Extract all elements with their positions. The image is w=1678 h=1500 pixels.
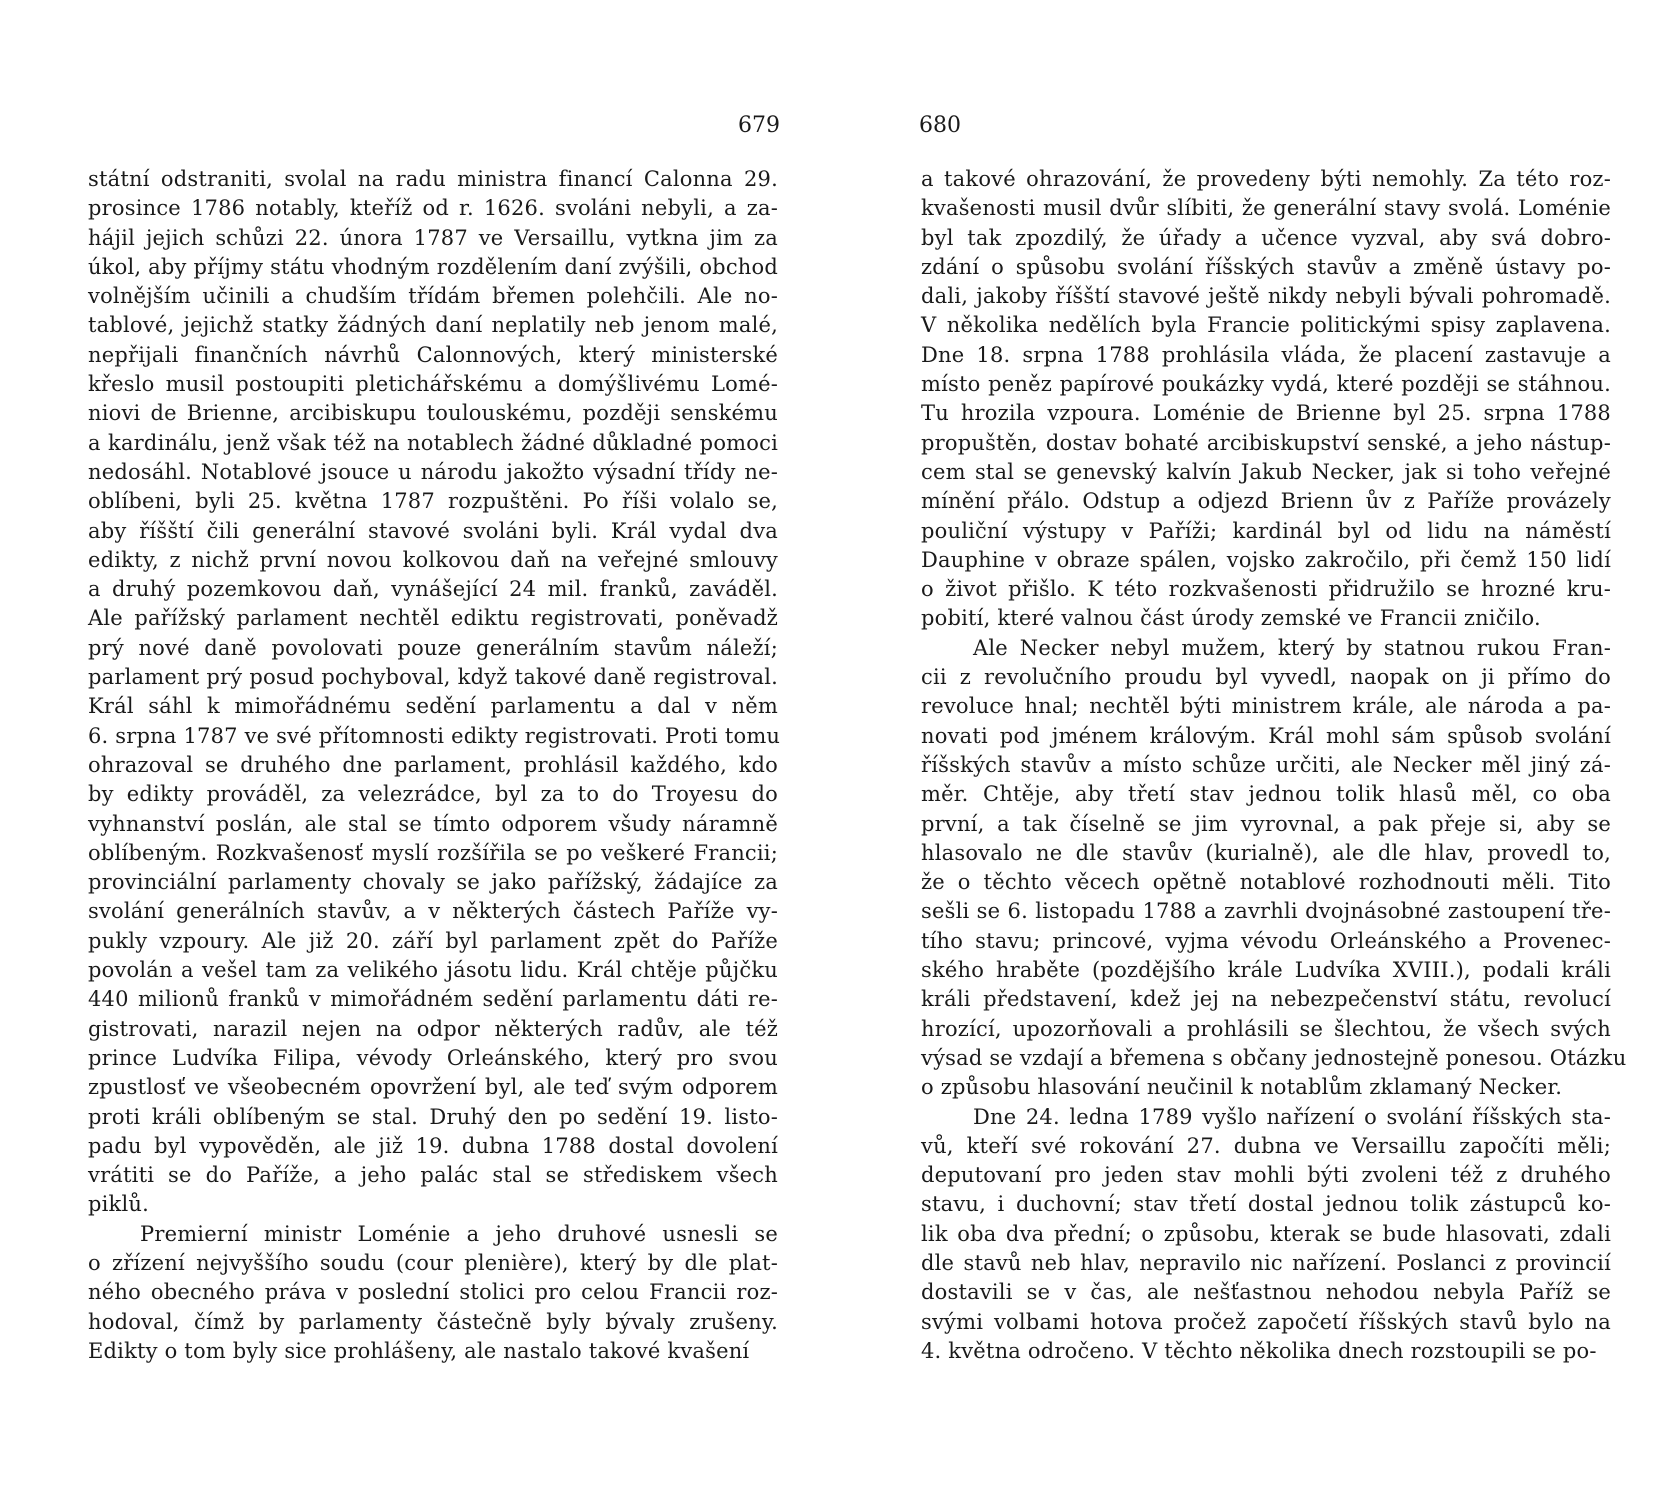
text-line: Dauphine v obraze spálen, vojsko zakročilo, při čemž 150 lidí (921, 547, 1611, 572)
text-line: volnějším učinili a chudším třídám břemen polehčili. Ale no- (88, 284, 778, 309)
text-line: stavu, i duchovní; stav třetí dostal jednou tolik zástupců ko- (921, 1192, 1611, 1217)
text-line: Dne 24. ledna 1789 vyšlo nařízení o svolání říšských sta- (973, 1104, 1611, 1129)
text-line: oblíbeni, byli 25. května 1787 rozpuštěni. Po říši volalo se, (88, 489, 778, 514)
text-line: 6. srpna 1787 ve své přítomnosti edikty registrovati. Proti tomu (88, 723, 781, 748)
text-line: Premierní ministr Loménie a jeho druhové usnesli se (140, 1221, 778, 1246)
text-line: výsad se vzdají a břemena s občany jednostejně ponesou. Otázku (921, 1045, 1627, 1070)
text-line: úkol, aby příjmy státu vhodným rozdělením daní zvýšili, obchod (88, 254, 778, 279)
page-number-right: 680 (919, 113, 961, 138)
text-line: místo peněz papírové poukázky vydá, které později se stáhnou. (921, 372, 1611, 397)
text-line: pukly vzpoury. Ale již 20. září byl parlament zpět do Paříže (88, 928, 778, 953)
text-line: první, a tak číselně se jim vyrovnal, a pak přeje si, aby se (921, 811, 1611, 836)
text-line: o život přišlo. K této rozkvašenosti přidružilo se hrozné kru- (921, 577, 1611, 602)
text-line: pobití, které valnou část úrody zemské ve Francii zničilo. (921, 606, 1541, 631)
text-line: ného obecného práva v poslední stolici pro celou Francii roz- (88, 1280, 778, 1305)
text-line: aby říšští čili generální stavové svoláni byli. Král vydal dva (88, 518, 778, 543)
text-line: hájil jejich schůzi 22. února 1787 ve Versaillu, vytkna jim za (88, 225, 778, 250)
text-line: zpustlosť ve všeobecném opovržení byl, ale teď svým odporem (88, 1075, 778, 1100)
text-line: a druhý pozemkovou daň, vynášející 24 mil. franků, zaváděl. (88, 577, 778, 602)
text-line: ohrazoval se druhého dne parlament, prohlásil každého, kdo (88, 752, 778, 777)
text-line: kvašenosti musil dvůr slíbiti, že generální stavy svolá. Loménie (921, 196, 1611, 221)
text-line: Dne 18. srpna 1788 prohlásila vláda, že placení zastavuje a (921, 342, 1611, 367)
text-line: svolání generálních stavův, a v některých částech Paříže vy- (88, 899, 778, 924)
text-line: parlament prý posud pochyboval, když takové daně registroval. (88, 665, 778, 690)
page-number-left: 679 (738, 113, 780, 138)
text-line: niovi de Brienne, arcibiskupu toulouskému, později senskému (88, 401, 778, 426)
text-line: propuštěn, dostav bohaté arcibiskupství senské, a jeho nástup- (921, 430, 1611, 455)
text-line: ského hraběte (pozdějšího krále Ludvíka XVIII.), podali králi (921, 958, 1611, 983)
text-line: a kardinálu, jenž však též na notablech žádné důkladné pomoci (88, 430, 778, 455)
text-line: by edikty prováděl, za velezrádce, byl za to do Troyesu do (88, 782, 778, 807)
text-line: proti králi oblíbeným se stal. Druhý den po sedění 19. listo- (88, 1104, 778, 1129)
text-line: dostavili se v čas, ale nešťastnou nehodou nebyla Paříž se (921, 1280, 1611, 1305)
text-line: tablové, jejichž statky žádných daní neplatily neb jenom malé, (88, 313, 778, 338)
text-line: měr. Chtěje, aby třetí stav jednou tolik hlasů měl, co oba (921, 782, 1611, 807)
text-line: králi představení, kdež jej na nebezpečenství státu, revolucí (921, 987, 1611, 1012)
text-line: mínění přálo. Odstup a odjezd Brienn ův z Paříže provázely (921, 489, 1611, 514)
text-line: vyhnanství poslán, ale stal se tímto odporem všudy náramně (88, 811, 778, 836)
text-line: cii z revolučního proudu byl vyvedl, naopak on ji přímo do (921, 665, 1611, 690)
text-line: Edikty o tom byly sice prohlášeny, ale nastalo takové kvašení (88, 1338, 750, 1363)
left-text-column (88, 165, 781, 1366)
text-line: oblíbeným. Rozkvašenosť myslí rozšířila se po veškeré Francii; (88, 840, 778, 865)
text-line: dali, jakoby říšští stavové ještě nikdy nebyli bývali pohromadě. (921, 284, 1611, 309)
text-line: vrátiti se do Paříže, a jeho palác stal se střediskem všech (88, 1163, 778, 1188)
text-line: 440 milionů franků v mimořádném sedění parlamentu dáti re- (88, 987, 778, 1012)
text-line: hodoval, čímž by parlamenty částečně byly bývaly zrušeny. (88, 1309, 778, 1334)
text-line: nedosáhl. Notablové jsouce u národu jakožto výsadní třídy ne- (88, 459, 778, 484)
text-line: o způsobu hlasování neučinil k notablům zklamaný Necker. (921, 1075, 1563, 1100)
text-line: státní odstraniti, svolal na radu ministra financí Calonna 29. (88, 167, 778, 191)
text-line: povolán a vešel tam za velikého jásotu lidu. Král chtěje půjčku (88, 958, 778, 983)
text-line: zdání o spůsobu svolání říšských stavův a změně ústavy po- (921, 254, 1611, 279)
text-line: hlasovalo ne dle stavův (kurialně), ale dle hlav, provedl to, (921, 840, 1611, 865)
text-line: tího stavu; princové, vyjma vévodu Orleánského a Provenec- (921, 928, 1611, 953)
text-line: prince Ludvíka Filipa, vévody Orleánského, který pro svou (88, 1045, 778, 1070)
text-line: padu byl vypověděn, ale již 19. dubna 1788 dostal dovolení (88, 1133, 778, 1158)
text-line: křeslo musil postoupiti pletichářskému a domýšlivému Lomé- (88, 372, 778, 397)
text-line: gistrovati, narazil nejen na odpor některých radův, ale též (88, 1016, 778, 1041)
text-line: Ale Necker nebyl mužem, který by statnou rukou Fran- (973, 635, 1611, 660)
text-line: cem stal se genevský kalvín Jakub Necker, jak si toho veřejné (921, 459, 1611, 484)
right-text-column (921, 165, 1627, 1366)
text-line: a takové ohrazování, že provedeny býti nemohly. Za této roz- (921, 167, 1611, 191)
text-line: říšských stavův a místo schůze určiti, ale Necker měl jiný zá- (921, 752, 1611, 777)
text-line: novati pod jménem královým. Král mohl sám spůsob svolání (921, 723, 1611, 748)
text-line: V několika nedělích byla Francie politickými spisy zaplavena. (921, 313, 1611, 338)
text-line: edikty, z nichž první novou kolkovou daň na veřejné smlouvy (88, 547, 778, 572)
text-line: provinciální parlamenty chovaly se jako pařížský, žádajíce za (88, 870, 778, 895)
text-line: byl tak zpozdilý, že úřady a učence vyzval, aby svá dobro- (921, 225, 1611, 250)
text-line: lik oba dva přední; o způsobu, kterak se bude hlasovati, zdali (921, 1221, 1611, 1246)
text-line: svými volbami hotova pročež započetí říšských stavů bylo na (921, 1309, 1611, 1334)
text-line: nepřijali finančních návrhů Calonnových, který ministerské (88, 342, 778, 367)
text-line: vů, kteří své rokování 27. dubna ve Versaillu započíti měli; (921, 1133, 1611, 1158)
text-line: sešli se 6. listopadu 1788 a zavrhli dvojnásobné zastoupení tře- (921, 899, 1611, 924)
text-line: piklů. (88, 1192, 150, 1217)
text-line: že o těchto věcech opětně notablové rozhodnouti měli. Tito (921, 870, 1611, 895)
text-line: dle stavů neb hlav, nepravilo nic nařízení. Poslanci z provincií (921, 1250, 1611, 1275)
text-line: deputovaní pro jeden stav mohli býti zvoleni též z druhého (921, 1163, 1611, 1188)
text-line: prý nové daně povolovati pouze generálním stavům náleží; (88, 635, 778, 660)
text-line: Král sáhl k mimořádnému sedění parlamentu a dal v něm (88, 694, 778, 719)
text-line: hrozící, upozorňovali a prohlásili se šlechtou, že všech svých (921, 1016, 1611, 1041)
text-line: o zřízení nejvyššího soudu (cour plenière), který by dle plat- (88, 1250, 778, 1275)
text-line: pouliční výstupy v Paříži; kardinál byl od lidu na náměstí (921, 518, 1611, 543)
text-line: revoluce hnal; nechtěl býti ministrem krále, ale národa a pa- (921, 694, 1611, 719)
text-line: prosince 1786 notably, kteříž od r. 1626. svoláni nebyli, a za- (88, 196, 778, 221)
text-line: Ale pařížský parlament nechtěl ediktu registrovati, poněvadž (88, 606, 778, 631)
right-page (839, 0, 1678, 1500)
text-line: 4. května odročeno. V těchto několika dnech rozstoupili se po- (921, 1338, 1597, 1363)
text-line: Tu hrozila vzpoura. Loménie de Brienne byl 25. srpna 1788 (921, 401, 1611, 426)
